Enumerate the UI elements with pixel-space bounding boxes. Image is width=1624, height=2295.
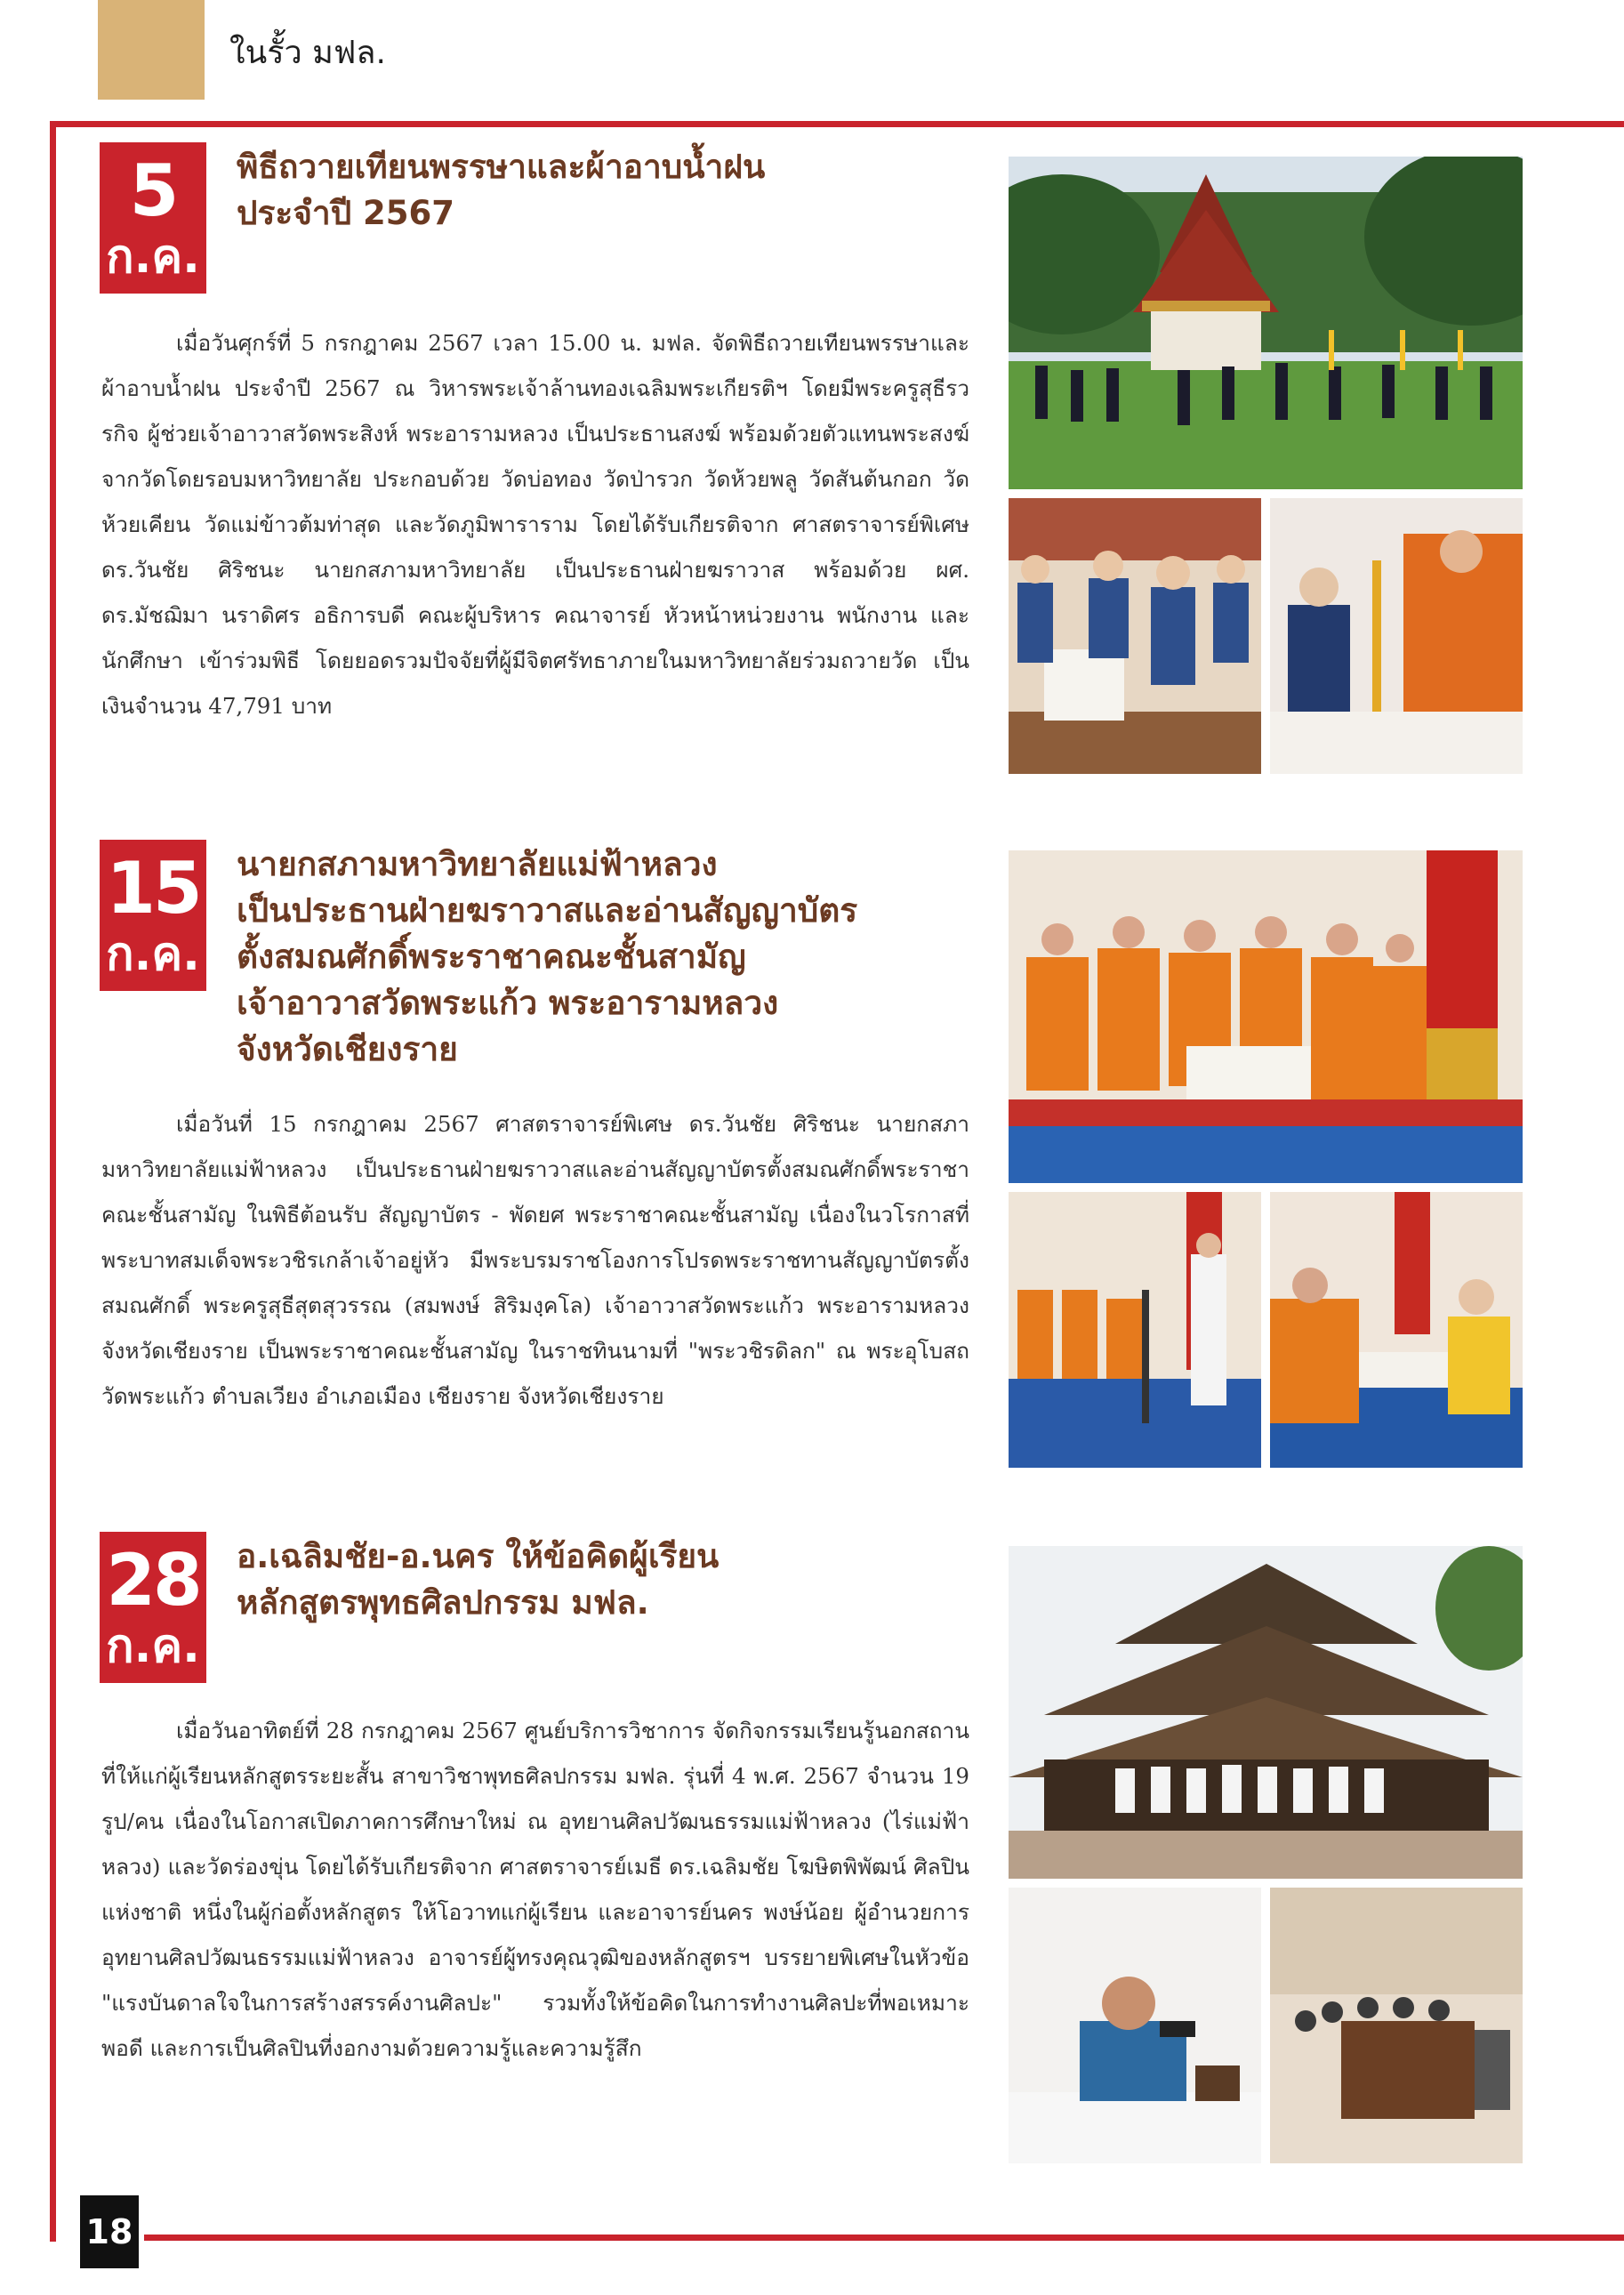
- frame-top-rule: [50, 121, 1624, 127]
- temple-procession-photo: [1009, 157, 1523, 489]
- frame-bottom-rule: [144, 2235, 1624, 2241]
- title-line: เป็นประธานฝ่ายฆราวาสและอ่านสัญญาบัตร: [237, 891, 858, 930]
- candle-offering-photo: [1270, 498, 1523, 774]
- running-header: ในรั้ว มฟล.: [229, 35, 386, 71]
- title-line: อ.เฉลิมชัย-อ.นคร ให้ข้อคิดผู้เรียน: [237, 1537, 720, 1575]
- page-number: 18: [80, 2195, 139, 2268]
- article-body: เมื่อวันศุกร์ที่ 5 กรกฎาคม 2567 เวลา 15.00 น. มฟล. จัดพิธีถวายเทียนพรรษาและผ้าอาบน้ำฝน ประจำปี 2567 ณ วิหารพระเจ้าล้านทองเฉลิมพระเกียรติฯ โดยมีพระครูสุธีรวรกิจ ผู้ช่วยเจ้าอาวาสวัดพระสิงห์ พระอารามหลวง เป็นประธานสงฆ์ พร้อมด้วยตัวแทนพระสงฆ์จากวัดโดยรอบมหาวิทยาลัย ประกอบด้วย วัดบ่อทอง วัดป่ารวก วัดห้วยพลู วัดสันต้นกอก วัดห้วยเคียน วัดแม่ข้าวต้มท่าสุด และวัดภูมิพาราราม โดยได้รับเกียรติจาก ศาสตราจารย์พิเศษ ดร.วันชัย ศิริชนะ นายกสภามหาวิทยาลัย เป็นประธานฝ่ายฆราวาส พร้อมด้วย ผศ. ดร.มัชฌิมา นราดิศร อธิการบดี คณะผู้บริหาร คณาจารย์ หัวหน้าหน่วยงาน พนักงาน และนักศึกษา เข้าร่วมพิธี โดยยอดรวมปัจจัยที่ผู้มีจิตศรัทธาภายในมหาวิทยาลัยร่วมถวายวัด เป็นเงินจำนวน 47,791 บาท: [101, 330, 969, 719]
- title-line: จังหวัดเชียงราย: [237, 1030, 458, 1068]
- title-line: นายกสภามหาวิทยาลัยแม่ฟ้าหลวง: [237, 845, 718, 883]
- date-badge: [100, 142, 206, 294]
- date-day: 28: [106, 1539, 200, 1622]
- presenting-decree-photo: [1270, 1192, 1523, 1468]
- monks-seated-photo: [1009, 850, 1523, 1183]
- article-body: เมื่อวันที่ 15 กรกฎาคม 2567 ศาสตราจารย์พิเศษ ดร.วันชัย ศิริชนะ นายกสภามหาวิทยาลัยแม่ฟ้าหลวง เป็นประธานฝ่ายฆราวาสและอ่านสัญญาบัตรตั้งสมณศักดิ์พระราชาคณะชั้นสามัญ ในพิธีต้อนรับ สัญญาบัตร - พัดยศ พระราชาคณะชั้นสามัญ เนื่องในวโรกาสที่พระบาทสมเด็จพระวชิรเกล้าเจ้าอยู่หัว มีพระบรมราชโองการโปรดพระราชทานสัญญาบัตรตั้งสมณศักดิ์ พระครูสุธีสุตสุวรรณ (สมพงษ์ สิริมงฺคโล) เจ้าอาวาสวัดพระแก้ว พระอารามหลวง จังหวัดเชียงราย เป็นพระราชาคณะชั้นสามัญ ในราชทินนามที่ "พระวชิรดิลก" ณ พระอุโบสถวัดพระแก้ว ตำบลเวียง อำเภอเมือง เชียงราย จังหวัดเชียงราย: [101, 1111, 969, 1409]
- title-line: เจ้าอาวาสวัดพระแก้ว พระอารามหลวง: [237, 984, 779, 1022]
- date-day: 5: [129, 149, 177, 232]
- executives-photo: [1009, 498, 1261, 774]
- date-badge: [100, 1532, 206, 1683]
- reading-decree-photo: [1009, 1192, 1261, 1468]
- date-month: ก.ค.: [106, 230, 200, 284]
- header-tab: [98, 0, 205, 100]
- article-title: [237, 842, 857, 1073]
- title-line: ตั้งสมณศักดิ์พระราชาคณะชั้นสามัญ: [237, 938, 746, 976]
- title-line: พิธีถวายเทียนพรรษาและผ้าอาบน้ำฝน: [237, 148, 766, 186]
- group-photo-teak-hall: [1009, 1546, 1523, 1879]
- article-title: [237, 144, 765, 237]
- title-line: หลักสูตรพุทธศิลปกรรม มฟล.: [237, 1583, 649, 1622]
- date-month: ก.ค.: [106, 1620, 200, 1673]
- article-title: [237, 1534, 719, 1626]
- lecture-room-photo: [1270, 1888, 1523, 2163]
- date-day: 15: [106, 847, 200, 930]
- date-badge: [100, 840, 206, 991]
- frame-left-rule: [50, 121, 56, 2242]
- title-line: ประจำปี 2567: [237, 194, 455, 232]
- speaker-photo: [1009, 1888, 1261, 2163]
- article-body: เมื่อวันอาทิตย์ที่ 28 กรกฎาคม 2567 ศูนย์บริการวิชาการ จัดกิจกรรมเรียนรู้นอกสถานที่ให้แก่ผู้เรียนหลักสูตรระยะสั้น สาขาวิชาพุทธศิลปกรรม มฟล. รุ่นที่ 4 พ.ศ. 2567 จำนวน 19 รูป/คน เนื่องในโอกาสเปิดภาคการศึกษาใหม่ ณ อุทยานศิลปวัฒนธรรมแม่ฟ้าหลวง (ไร่แม่ฟ้าหลวง) และวัดร่องขุ่น โดยได้รับเกียรติจาก ศาสตราจารย์เมธี ดร.เฉลิมชัย โฆษิตพิพัฒน์ ศิลปินแห่งชาติ หนึ่งในผู้ก่อตั้งหลักสูตร ให้โอวาทแก่ผู้เรียน และอาจารย์นคร พงษ์น้อย ผู้อำนวยการอุทยานศิลปวัฒนธรรมแม่ฟ้าหลวง อาจารย์ผู้ทรงคุณวุฒิของหลักสูตรฯ บรรยายพิเศษในหัวข้อ "แรงบันดาลใจในการสร้างสรรค์งานศิลปะ" รวมทั้งให้ข้อคิดในการทำงานศิลปะที่พอเหมาะพอดี และการเป็นศิลปินที่งอกงามด้วยความรู้และความรู้สึก: [101, 1718, 969, 2061]
- date-month: ก.ค.: [106, 928, 200, 981]
